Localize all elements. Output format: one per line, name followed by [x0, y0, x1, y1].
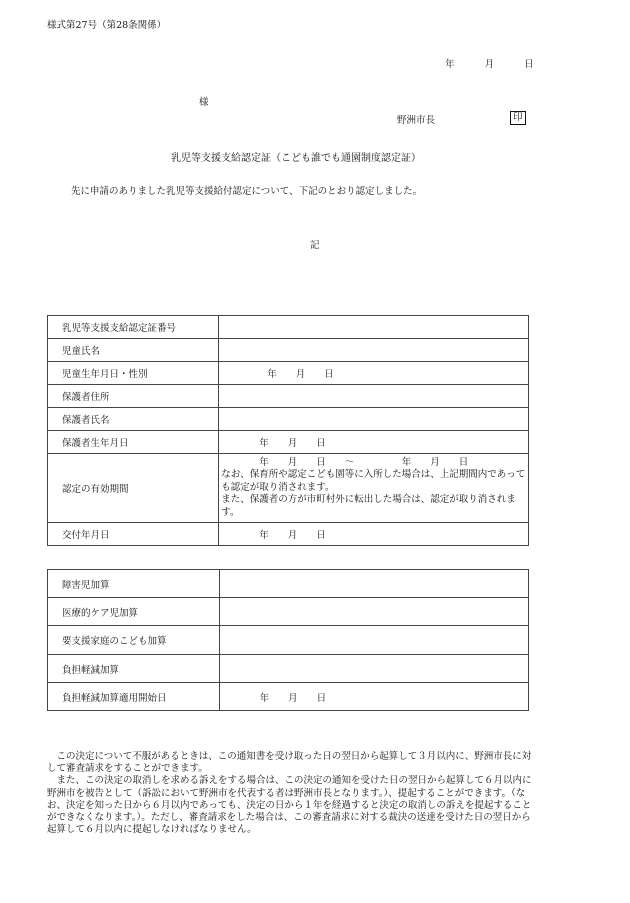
certificate-table — [47, 315, 529, 546]
row-label: 保護者氏名 — [48, 408, 219, 431]
row-label: 認定の有効期間 — [48, 454, 219, 523]
document-title: 乳児等支援支給認定証（こども誰でも通園制度認定証） — [171, 153, 421, 164]
validity-cell — [219, 454, 529, 523]
table-row — [48, 570, 529, 598]
row-label: 保護者生年月日 — [48, 431, 219, 454]
seal — [510, 111, 526, 125]
form-number: 様式第27号（第28条関係） — [47, 20, 167, 31]
appeal-notice-paragraph-2: また、この決定の取消しを求める訴えをする場合は、この決定の通知を受けた日の翌日から起算して６月以内に野洲市を被告として（訴訟において野洲市を代表する者は野洲市長となります。）、提起することができます。（なお、決定を知った日から６月以内であっても、決定の日から１年を経過すると決定の取消しの訴えを提起することができなくなります。）。ただし、審査請求をした場合は、この審査請求に対する裁決の送達を受けた日の翌日から起算して６月以内に提起しなければなりません。 — [47, 775, 532, 836]
burden-reduction-start-cell: 年 月 日 — [219, 683, 528, 711]
guardian-address-cell — [219, 385, 529, 408]
row-label: 保護者住所 — [48, 385, 219, 408]
row-label: 負担軽減加算 — [48, 655, 220, 683]
ki-heading: 記 — [310, 240, 320, 251]
date-year: 年 — [445, 59, 455, 70]
table-row — [48, 598, 529, 626]
medical-care-addition-cell — [219, 598, 528, 626]
appeal-notice — [47, 751, 533, 836]
table-row — [48, 454, 529, 523]
table-row — [48, 655, 529, 683]
validity-range: 年 月 日 ～ 年 月 日 — [259, 456, 469, 468]
seal-stamp: 印 — [510, 111, 526, 125]
table-row — [48, 408, 529, 431]
child-birthdate-cell: 年 月 日 — [219, 362, 529, 385]
issuer: 野洲市長 — [397, 115, 436, 126]
disability-addition-cell — [219, 570, 528, 598]
burden-reduction-cell — [219, 655, 528, 683]
appeal-notice-paragraph-1: この決定について不服があるときは、この通知書を受け取った日の翌日から起算して３月以内に、野洲市長に対して審査請求をすることができます。 — [47, 751, 532, 775]
table-row — [48, 339, 529, 362]
date-day: 日 — [524, 59, 534, 70]
validity-note-2: また、保護者の方が市町村外に転出した場合は、認定が取り消されます。 — [221, 494, 516, 518]
table-row — [48, 683, 529, 711]
issue-date-cell: 年 月 日 — [219, 523, 529, 546]
addressee-suffix: 様 — [199, 97, 209, 108]
row-label: 障害児加算 — [48, 570, 220, 598]
additions-table — [47, 569, 529, 711]
row-label: 児童氏名 — [48, 339, 219, 362]
table-row — [48, 431, 529, 454]
table-row — [48, 523, 529, 546]
row-label: 乳児等支援支給認定証番号 — [48, 316, 219, 339]
validity-note-1: なお、保育所や認定こども園等に入所した場合は、上記期間内であっても認定が取り消されます。 — [221, 469, 526, 493]
support-family-addition-cell — [219, 626, 528, 655]
table-row — [48, 626, 529, 655]
date-month: 月 — [484, 59, 495, 70]
row-label: 児童生年月日・性別 — [48, 362, 219, 385]
table-row — [48, 362, 529, 385]
child-name-cell — [219, 339, 529, 362]
date-line — [445, 56, 534, 70]
row-label: 負担軽減加算適用開始日 — [48, 683, 220, 711]
intro-text: 先に申請のありました乳児等支援給付認定について、下記のとおり認定しました。 — [71, 186, 423, 197]
row-label: 交付年月日 — [48, 523, 219, 546]
guardian-birthdate-cell: 年 月 日 — [219, 431, 529, 454]
certificate-number-cell — [219, 316, 529, 339]
row-label: 要支援家庭のこども加算 — [48, 626, 220, 655]
table-row — [48, 316, 529, 339]
row-label: 医療的ケア児加算 — [48, 598, 220, 626]
guardian-name-cell — [219, 408, 529, 431]
table-row — [48, 385, 529, 408]
